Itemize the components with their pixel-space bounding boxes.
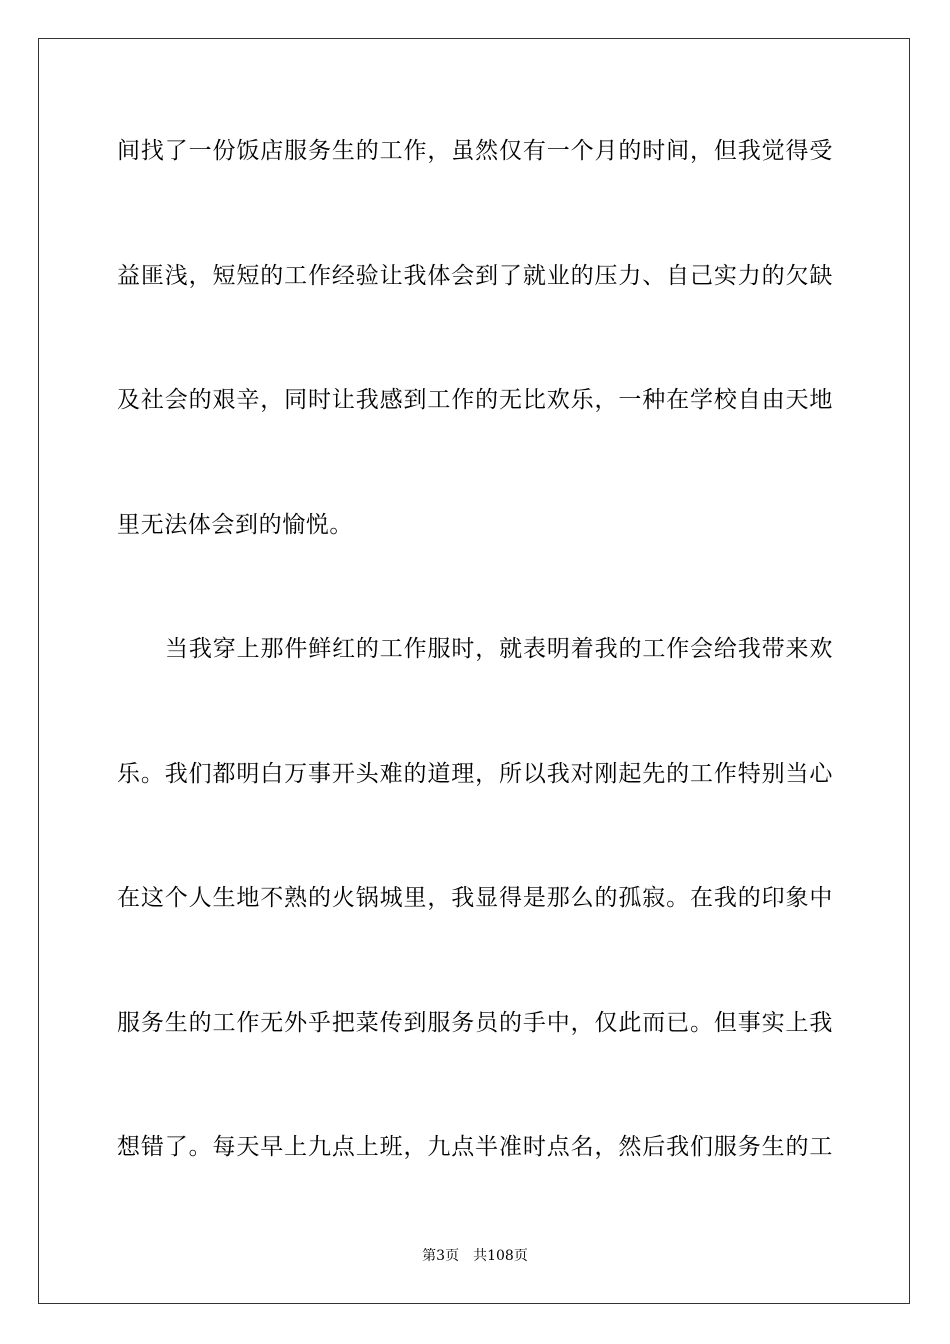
body-text-line-9: 想错了。每天早上九点上班，九点半准时点名，然后我们服务生的工 [117, 1134, 833, 1160]
body-text-line-7: 在这个人生地不熟的火锅城里，我显得是那么的孤寂。在我的印象中 [117, 885, 833, 911]
page-number: 第3页 [422, 1248, 460, 1264]
body-text-line-2: 益匪浅，短短的工作经验让我体会到了就业的压力、自己实力的欠缺 [117, 263, 833, 289]
page-footer [0, 1247, 950, 1265]
body-text-line-1: 间找了一份饭店服务生的工作，虽然仅有一个月的时间，但我觉得受 [117, 138, 833, 164]
body-text-line-3: 及社会的艰辛，同时让我感到工作的无比欢乐，一种在学校自由天地 [117, 387, 833, 413]
page-total: 共108页 [473, 1248, 528, 1264]
page-border [38, 38, 910, 1304]
body-text-line-5: 当我穿上那件鲜红的工作服时，就表明着我的工作会给我带来欢 [165, 636, 833, 662]
body-text-line-4: 里无法体会到的愉悦。 [117, 512, 353, 538]
body-text-line-6: 乐。我们都明白万事开头难的道理，所以我对刚起先的工作特别当心 [117, 761, 833, 787]
body-text-line-8: 服务生的工作无外乎把菜传到服务员的手中，仅此而已。但事实上我 [117, 1010, 833, 1036]
